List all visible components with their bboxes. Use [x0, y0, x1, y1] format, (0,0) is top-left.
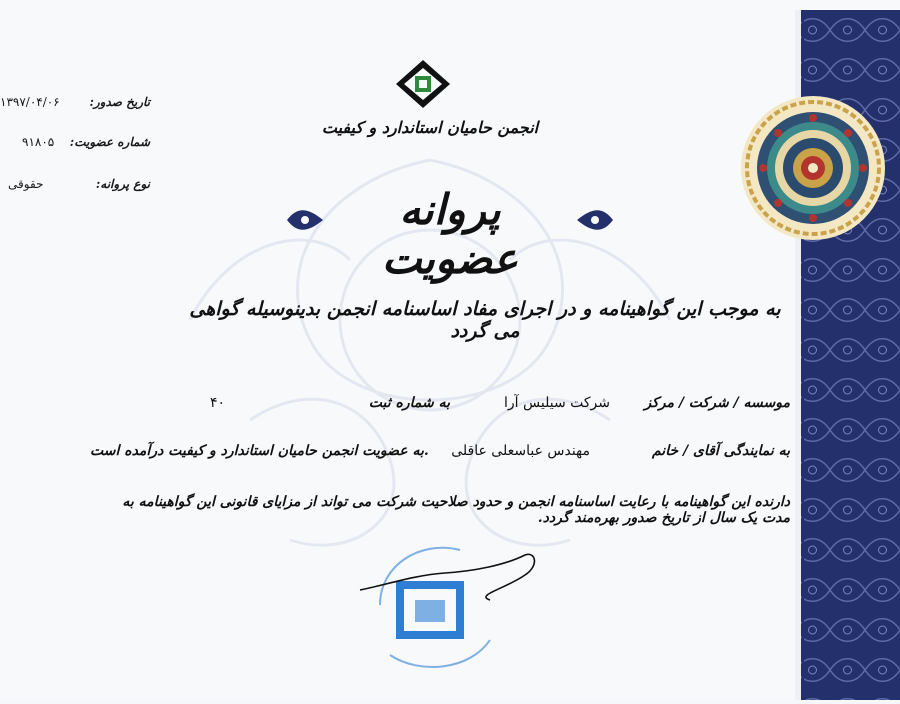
certificate-title: پروانه عضویت: [381, 185, 519, 283]
fleur-ornament-icon: [575, 205, 615, 235]
institution-value: شرکت سیلیس آرا: [504, 395, 610, 411]
membership-number-value: ۹۱۸۰۵: [22, 135, 55, 149]
representative-label: به نمایندگی آقای / خانم: [651, 443, 790, 459]
rosette-medallion-icon: [738, 88, 888, 248]
license-type-label: نوع پروانه:: [95, 177, 150, 191]
issue-date-value: ۱۳۹۷/۰۴/۰۶: [0, 95, 60, 109]
membership-statement: به عضویت انجمن حامیان استاندارد و کیفیت درآمده است.: [90, 443, 429, 459]
representative-value: مهندس عباسعلی عاقلی: [451, 443, 590, 459]
validity-statement: دارنده این گواهینامه با رعایت اساسنامه انجمن و حدود صلاحیت شرکت می تواند از مزایای قانونی این گواهینامه به مدت یک سال از تاریخ صدور بهره‌مند گردد.: [122, 494, 790, 526]
intro-statement: به موجب این گواهینامه و در اجرای مفاد اساسنامه انجمن بدینوسیله گواهی می گردد: [189, 298, 781, 342]
license-type-value: حقوقی: [8, 177, 44, 191]
license-type-row: [0, 177, 150, 197]
registration-value: ۴۰: [209, 395, 225, 411]
institution-label: موسسه / شرکت / مرکز: [644, 395, 790, 411]
institution-row: [180, 395, 790, 419]
signature-icon: [355, 545, 545, 605]
fleur-ornament-icon: [285, 205, 325, 235]
issue-date-label: تاریخ صدور:: [89, 95, 150, 109]
title-block: [285, 185, 615, 283]
organization-name: انجمن حامیان استاندارد و کیفیت: [321, 118, 539, 137]
membership-number-row: [0, 135, 150, 155]
registration-label: به شماره ثبت: [368, 395, 450, 411]
issue-date-row: [0, 95, 150, 115]
association-logo-icon: [392, 58, 454, 110]
representative-row: [90, 443, 790, 467]
membership-number-label: شماره عضویت:: [69, 135, 150, 149]
